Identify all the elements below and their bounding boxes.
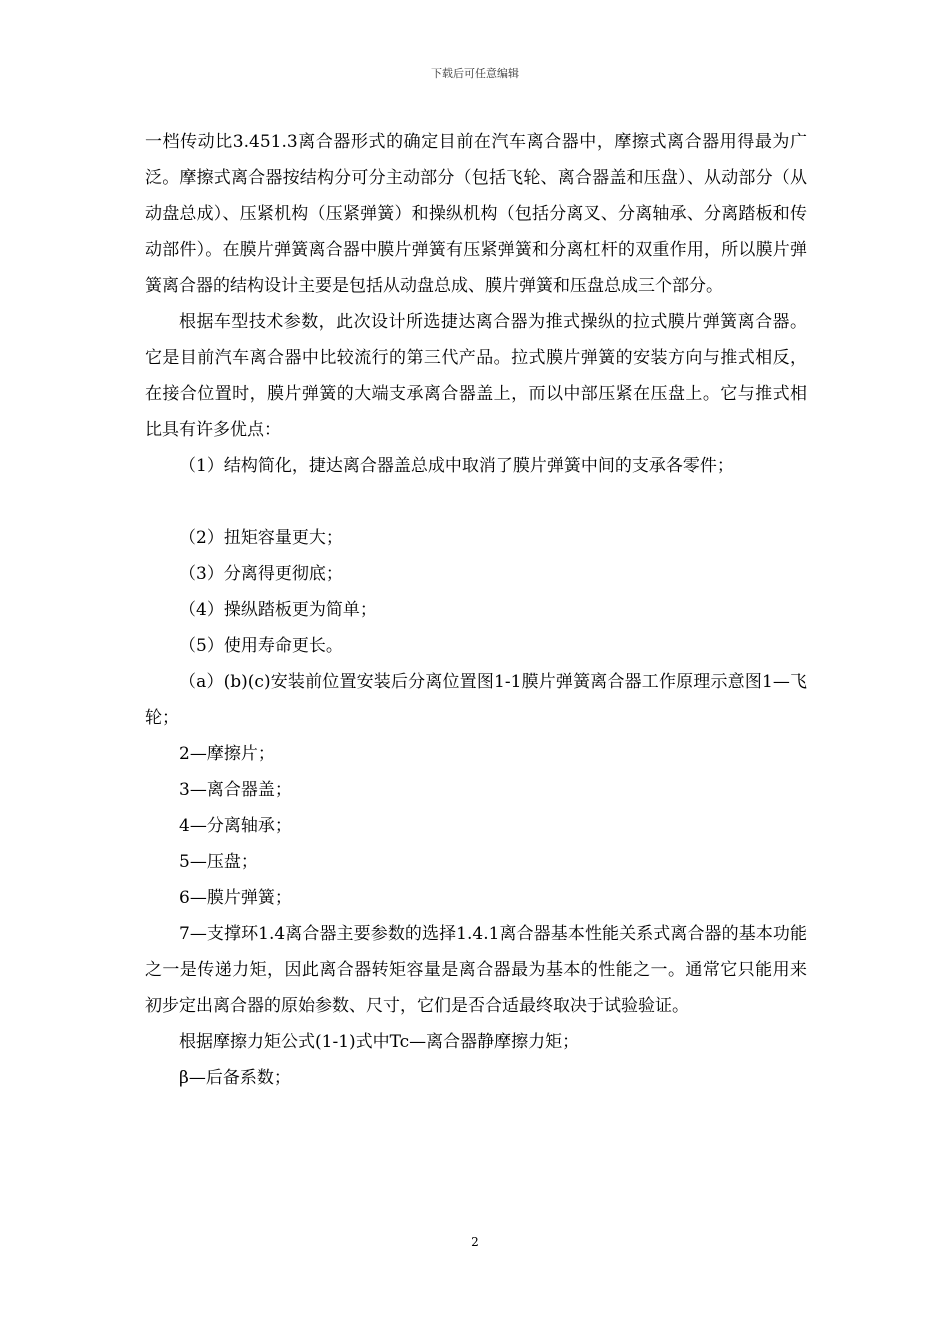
blank-line xyxy=(145,484,807,520)
paragraph-clutch-form: 一档传动比3.451.3离合器形式的确定目前在汽车离合器中，摩擦式离合器用得最为广泛。摩擦式离合器按结构分可分主动部分（包括飞轮、离合器盖和压盘）、从动部分（从动盘总成）、压紧机构（压紧弹簧）和操纵机构（包括分离叉、分离轴承、分离踏板和传动部件）。在膜片弹簧离合器中膜片弹簧有压紧弹簧和分离杠杆的双重作用，所以膜片弹簧离合器的结构设计主要是包括从动盘总成、膜片弹簧和压盘总成三个部分。 xyxy=(145,132,807,296)
figure-caption: （a）(b)(c)安装前位置安装后分离位置图1-1膜片弹簧离合器工作原理示意图1—飞轮； xyxy=(145,672,807,728)
legend-item-2: 2—摩擦片； xyxy=(179,744,275,764)
list-item-advantage-3: （3）分离得更彻底； xyxy=(179,564,343,584)
legend-item-4: 4—分离轴承； xyxy=(179,816,292,836)
paragraph-parameter-selection: 7—支撑环1.4离合器主要参数的选择1.4.1离合器基本性能关系式离合器的基本功能之一是传递力矩，因此离合器转矩容量是离合器最为基本的性能之一。通常它只能用来初步定出离合器的原始参数、尺寸，它们是否合适最终取决于试验验证。 xyxy=(145,924,807,1016)
legend-item-5: 5—压盘； xyxy=(179,852,258,872)
list-item-advantage-2: （2）扭矩容量更大； xyxy=(179,528,343,548)
page-number: 2 xyxy=(471,1235,479,1249)
paragraph-reserve-coefficient: β—后备系数； xyxy=(179,1068,291,1088)
list-item-advantage-1: （1）结构简化，捷达离合器盖总成中取消了膜片弹簧中间的支承各零件； xyxy=(179,456,734,476)
list-item-advantage-4: （4）操纵踏板更为简单； xyxy=(179,600,377,620)
paragraph-jetta-clutch: 根据车型技术参数，此次设计所选捷达离合器为推式操纵的拉式膜片弹簧离合器。它是目前汽车离合器中比较流行的第三代产品。拉式膜片弹簧的安装方向与推式相反，在接合位置时，膜片弹簧的大端支承离合器盖上，而以中部压紧在压盘上。它与推式相比具有许多优点： xyxy=(145,312,807,440)
document-body xyxy=(145,124,807,1096)
page-header: 下载后可任意编辑 xyxy=(431,67,519,80)
legend-item-6: 6—膜片弹簧； xyxy=(179,888,292,908)
legend-item-3: 3—离合器盖； xyxy=(179,780,292,800)
paragraph-friction-torque: 根据摩擦力矩公式(1-1)式中Tc—离合器静摩擦力矩； xyxy=(179,1032,580,1052)
list-item-advantage-5: （5）使用寿命更长。 xyxy=(179,636,343,656)
